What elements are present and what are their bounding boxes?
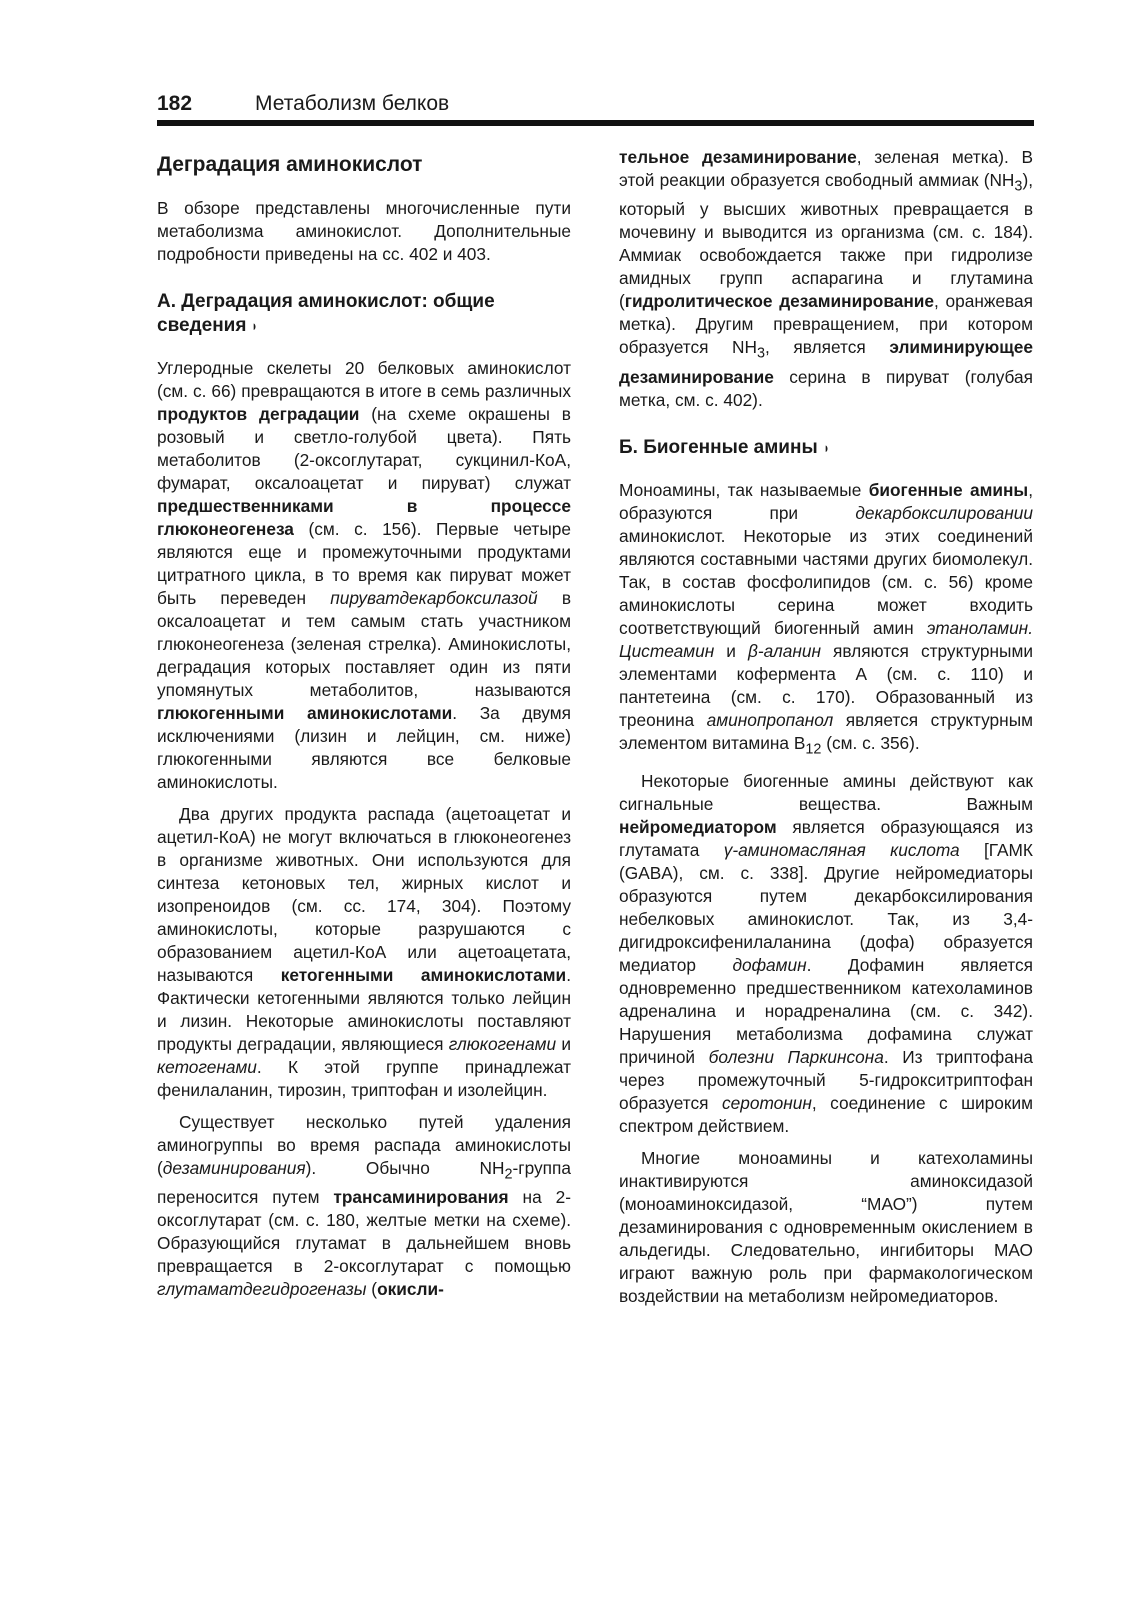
- text-span: являются структурными элементами кофермента А (см. с. 110) и пантетеина (см. с. 170). Образованный из треонина: [619, 640, 1033, 730]
- section-marker-icon: ◗: [823, 439, 829, 457]
- bold-term: трансаминирования: [333, 1187, 509, 1208]
- text-span: (см. с. 156). Первые четыре являются еще и промежуточными продуктами цитратного цикла, в то время как пируват может быть переведен: [157, 519, 571, 608]
- text-span: Многие моноамины и катехоламины инактивируются аминоксидазой (моноаминоксидазой, “МАО”) путем дезаминирования с одновременным окислением в альдегиды. Следовательно, ингибиторы МАО играют важную роль при фармакологическом воздействии на метаболизм нейромедиаторов.: [619, 1148, 1033, 1307]
- paragraph-a2: [157, 803, 571, 1102]
- paragraph-a3: [157, 1111, 571, 1301]
- italic-term: декарбоксилировании: [855, 502, 1033, 523]
- text-span: и: [556, 1034, 571, 1054]
- italic-term: γ-аминомасляная кислота: [723, 840, 960, 861]
- italic-term: серотонин: [721, 1093, 812, 1114]
- bold-term: гидролитическое дезаминирование: [624, 291, 935, 312]
- left-column: [157, 146, 571, 1310]
- page-number: 182: [157, 92, 193, 115]
- subscript: 3: [757, 345, 766, 362]
- italic-term: глутаматдегидрогеназы: [157, 1279, 367, 1300]
- bold-term: кетогенными аминокислотами: [280, 965, 567, 985]
- italic-term: болезни Паркинсона: [708, 1047, 884, 1068]
- bold-term: предшественниками в процессе глюконеогенеза: [157, 496, 571, 539]
- subscript: 12: [805, 741, 822, 758]
- subsection-b-title: [619, 436, 1033, 461]
- text-span: и: [714, 640, 748, 661]
- bold-term: продуктов деградации: [157, 404, 360, 424]
- text-span: на 2-оксоглутарат (см. с. 180, желтые метки на схеме). Образующийся глутамат в дальнейшем вновь превращается в 2-оксоглутарат с помощью: [157, 1187, 571, 1277]
- subsection-b-title-text: Б. Биогенные амины: [619, 436, 818, 458]
- text-span: Моноамины, так называемые: [619, 479, 869, 500]
- paragraph-a1: [157, 357, 571, 794]
- text-span: . Дофамин является одновременно предшественником катехоламинов адреналина и норадреналина (см. с. 342). Нарушения метаболизма дофамина служат причиной: [619, 955, 1033, 1068]
- bold-term: окисли-: [377, 1279, 444, 1300]
- paragraph-b3: [619, 1147, 1033, 1308]
- text-span: . К этой группе принадлежат фенилаланин, тирозин, триптофан и изолейцин.: [157, 1057, 571, 1100]
- italic-term: дезаминирования: [162, 1158, 306, 1178]
- text-span: , соединение с широким спектром действием.: [619, 1093, 1033, 1137]
- bold-term: тельное дезаминирование: [619, 147, 857, 167]
- bold-term: биогенные амины: [868, 479, 1029, 500]
- text-span: ), который у высших животных превращается в мочевину и выводится из организма (см. с. 184). Аммиак освобождается также при гидролизе амидных групп аспарагина и глутамина (: [619, 170, 1033, 312]
- italic-term: β-аланин: [747, 640, 821, 661]
- text-span: в оксалоацетат и тем самым стать участником глюконеогенеза (зеленая стрелка). Аминокислоты, деградация которых поставляет один из пяти упомянутых метаболитов, называются: [157, 588, 571, 700]
- subsection-a-title-text: А. Деградация аминокислот: общие сведения: [157, 291, 495, 336]
- text-span: Существует несколько путей удаления аминогруппы во время распада аминокислоты (: [157, 1112, 571, 1178]
- text-span: Некоторые биогенные амины действуют как сигнальные вещества. Важным: [619, 771, 1033, 815]
- italic-term: аминопропанол: [706, 709, 834, 730]
- text-span: является образующаяся из глутамата: [619, 817, 1033, 861]
- text-span: . Из триптофана через промежуточный 5-гидрокситриптофан образуется: [619, 1047, 1034, 1114]
- italic-term: дофамин: [732, 955, 807, 976]
- page-header: [157, 92, 1034, 122]
- paragraph-b2: [619, 770, 1033, 1138]
- paragraph-b1: [619, 479, 1033, 761]
- text-span: Углеродные скелеты 20 белковых аминокислот (см. с. 66) превращаются в итоге в семь различных: [157, 358, 571, 401]
- right-column: [619, 146, 1033, 1317]
- text-span: ). Обычно NH: [305, 1158, 505, 1178]
- text-span: (см. с. 356).: [821, 732, 920, 753]
- text-span: [ГАМК (GABA), см. с. 338]. Другие нейромедиаторы образуются путем декарбоксилирования небелковых аминокислот. Так, из 3,4-дигидроксифенилаланина (дофа) образуется медиатор: [619, 840, 1033, 976]
- running-title: Метаболизм белков: [255, 92, 450, 115]
- bold-term: элиминирующее дезаминирование: [619, 337, 1034, 387]
- paragraph-continued: [619, 146, 1033, 412]
- italic-term: пируватдекарбоксилазой: [330, 588, 538, 608]
- text-span: аминокислот. Некоторые из этих соединений являются составными частями других биомолекул. Так, в состав фосфолипидов (см. с. 56) кроме аминокислоты серина может входить соответствующий биогенный амин: [619, 525, 1033, 638]
- text-span: , зеленая метка). В этой реакции образуется свободный аммиак (NH: [619, 147, 1033, 190]
- section-marker-icon: ◗: [252, 318, 258, 335]
- subscript: 2: [504, 1166, 513, 1183]
- section-title: Деградация аминокислот: [157, 153, 423, 176]
- text-span: -группа переносится путем: [157, 1158, 571, 1208]
- text-span: . Фактически кетогенными являются только лейцин и лизин. Некоторые аминокислоты поставляют продукты деградации, являющиеся: [157, 965, 571, 1054]
- italic-term: кетогенами: [157, 1057, 257, 1077]
- text-span: (: [366, 1279, 378, 1300]
- text-span: , оранжевая метка). Другим превращением, при котором образуется NH: [619, 291, 1033, 358]
- text-span: серина в пируват (голубая метка, см. с. 402).: [619, 366, 1033, 410]
- text-span: является структурным элементом витамина B: [619, 709, 1033, 753]
- header-rule: [157, 120, 1034, 126]
- subscript: 3: [1014, 178, 1023, 195]
- bold-term: нейромедиатором: [619, 817, 777, 838]
- intro-paragraph: В обзоре представлены многочисленные пути метаболизма аминокислот. Дополнительные подробности приведены на сс. 402 и 403.: [157, 198, 571, 264]
- italic-term: глюкогенами: [448, 1034, 557, 1054]
- text-span: . За двумя исключениями (лизин и лейцин, см. ниже) глюкогенными являются все белковые аминокислоты.: [157, 703, 571, 792]
- text-span: (на схеме окрашены в розовый и светло-голубой цвета). Пять метаболитов (2-оксоглутарат, сукцинил-КоА, фумарат, оксалоацетат и пируват) служат: [157, 404, 571, 493]
- italic-term: этаноламин. Цистеамин: [619, 617, 1033, 661]
- text-span: , образуются при: [619, 479, 1033, 523]
- bold-term: глюкогенными аминокислотами: [157, 703, 453, 723]
- text-span: , является: [765, 337, 890, 358]
- subsection-a-title: [157, 290, 571, 339]
- text-span: Два других продукта распада (ацетоацетат и ацетил-КоА) не могут включаться в глюконеогенез в организме животных. Они используются для синтеза кетоновых тел, жирных кислот и изопреноидов (см. сс. 174, 304). Поэтому аминокислоты, которые разрушаются с образованием ацетил-КоА или ацетоацетата, называются: [157, 804, 571, 985]
